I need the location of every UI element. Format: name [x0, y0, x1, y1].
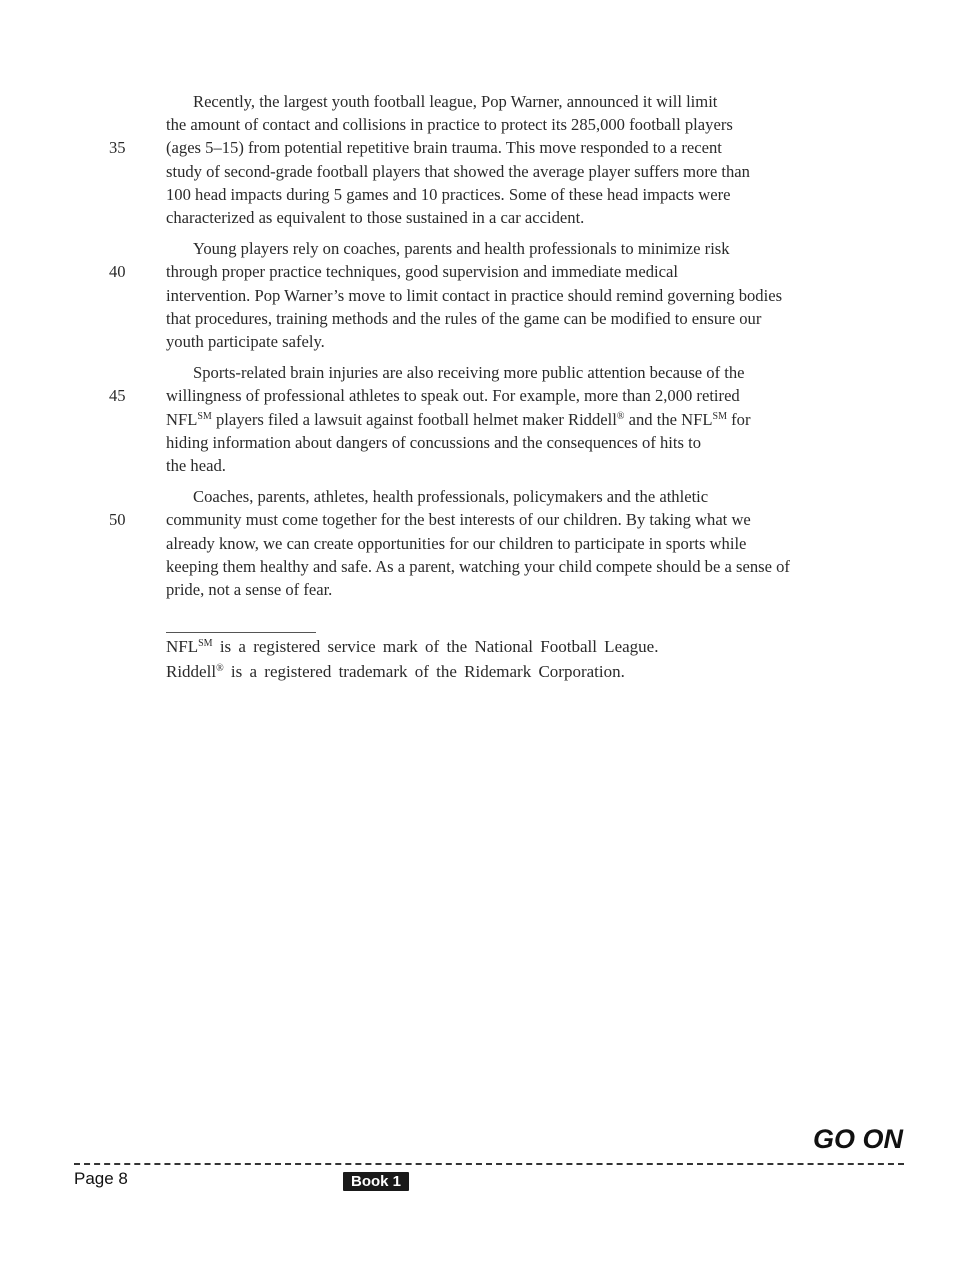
passage-line: 50 community must come together for the best interests of our children. By taking what we	[166, 508, 896, 531]
passage-line: 40 through proper practice techniques, good supervision and immediate medical	[166, 260, 896, 283]
footer-dashed-rule	[74, 1163, 904, 1165]
passage-line: characterized as equivalent to those sustained in a car accident.	[166, 208, 585, 228]
footnote-nfl: NFL℠ is a registered service mark of the National Football League.	[166, 637, 659, 656]
passage-line: Coaches, parents, athletes, health professionals, policymakers and the athletic	[193, 487, 709, 507]
footnote-rule	[166, 632, 316, 633]
line-number: 40	[109, 262, 126, 282]
passage-line: already know, we can create opportunities for our children to participate in sports while	[166, 533, 747, 553]
passage-line: 100 head impacts during 5 games and 10 practices. Some of these head impacts were	[166, 184, 731, 204]
passage-line: study of second-grade football players that showed the average player suffers more than	[166, 161, 750, 181]
passage	[109, 90, 896, 609]
passage-line: Sports-related brain injuries are also receiving more public attention because of the	[193, 363, 745, 383]
passage-line: pride, not a sense of fear.	[166, 580, 333, 600]
passage-line: the head.	[166, 456, 226, 476]
passage-line: Young players rely on coaches, parents and health professionals to minimize risk	[193, 239, 730, 259]
footnotes	[166, 634, 658, 684]
paragraph	[109, 90, 896, 229]
passage-line: the amount of contact and collisions in practice to protect its 285,000 football players	[166, 115, 733, 135]
passage-line: that procedures, training methods and the rules of the game can be modified to ensure our	[166, 308, 762, 328]
paragraph	[109, 485, 896, 601]
page-number: Page 8	[74, 1169, 128, 1188]
go-on-label: GO ON	[812, 1124, 903, 1154]
line-number: 45	[109, 386, 126, 406]
passage-line: youth participate safely.	[166, 332, 325, 352]
passage-line: 45 willingness of professional athletes to speak out. For example, more than 2,000 retired	[166, 384, 896, 407]
paragraph	[109, 237, 896, 353]
footnote-riddell: Riddell® is a registered trademark of the Ridemark Corporation.	[166, 662, 625, 681]
passage-line: NFL℠ players filed a lawsuit against football helmet maker Riddell® and the NFL℠ for	[166, 409, 751, 429]
line-number: 35	[109, 138, 126, 158]
passage-line: hiding information about dangers of concussions and the consequences of hits to	[166, 432, 702, 452]
line-number: 50	[109, 510, 126, 530]
passage-line: Recently, the largest youth football league, Pop Warner, announced it will limit	[193, 92, 718, 111]
book-badge: Book 1	[343, 1172, 409, 1191]
passage-line: intervention. Pop Warner’s move to limit contact in practice should remind governing bodies	[166, 285, 783, 305]
passage-line: keeping them healthy and safe. As a parent, watching your child compete should be a sense of	[166, 556, 790, 576]
passage-line: 35 (ages 5–15) from potential repetitive brain trauma. This move responded to a recent	[166, 136, 896, 159]
paragraph	[109, 361, 896, 477]
